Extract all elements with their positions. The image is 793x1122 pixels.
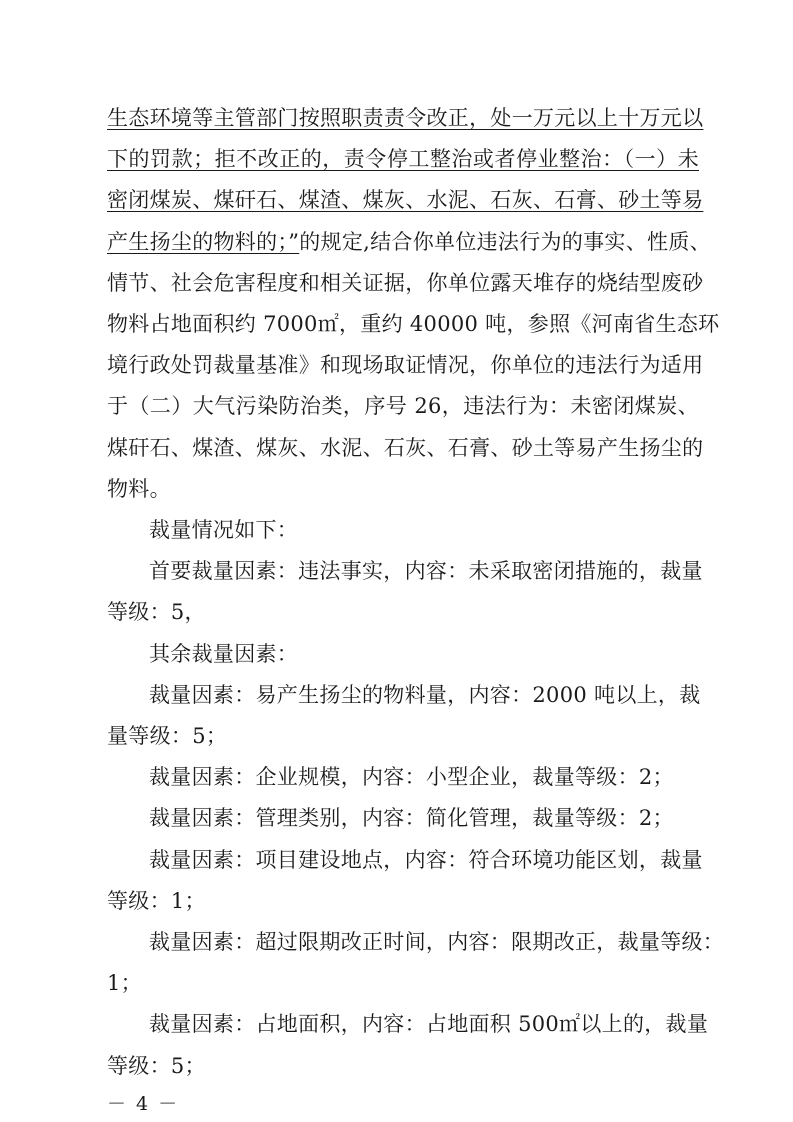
underlined-text: 下的罚款；拒不改正的，责令停工整治或者停业整治：（一）未 <box>107 147 699 172</box>
text-line: 裁量因素：管理类别，内容：简化管理，裁量等级：2； <box>149 806 674 831</box>
text-line: 裁量因素：企业规模，内容：小型企业，裁量等级：2； <box>149 765 674 790</box>
text-line: 等级：5， <box>107 600 206 625</box>
underlined-text: 生态环境等主管部门按照职责责令改正，处一万元以上十万元以 <box>107 106 704 130</box>
text-line: 量等级：5； <box>107 724 228 748</box>
text-line: 物料。 <box>107 476 171 501</box>
text-line: 1； <box>107 971 142 996</box>
text-line: 裁量因素：易产生扬尘的物料量，内容：2000 吨以上，裁 <box>149 682 701 707</box>
body-text: 的规定,结合你单位违法行为的事实、性质、 <box>299 229 711 254</box>
text-line <box>107 142 699 176</box>
underlined-text: 产生扬尘的物料的；” <box>107 229 300 254</box>
text-line <box>107 183 704 217</box>
text-line: 裁量情况如下： <box>149 518 299 542</box>
text-line: 裁量因素：项目建设地点，内容：符合环境功能区划，裁量 <box>149 847 703 872</box>
text-line: 物料占地面积约 7000㎡，重约 40000 吨，参照《河南省生态环 <box>107 312 720 336</box>
text-line: 情节、社会危害程度和相关证据，你单位露天堆存的烧结型废砂 <box>107 270 704 295</box>
text-line <box>107 101 704 135</box>
text-line: 境行政处罚裁量基准》和现场取证情况，你单位的违法行为适用 <box>107 353 704 378</box>
text-line: 裁量因素：超过限期改正时间，内容：限期改正，裁量等级： <box>149 930 725 954</box>
text-line: 于（二）大气污染防治类，序号 26，违法行为：未密闭煤炭、 <box>107 394 699 419</box>
text-line: 首要裁量因素：违法事实，内容：未采取密闭措施的，裁量 <box>149 559 703 584</box>
page-number: － 4 － <box>107 1092 180 1115</box>
underlined-text: 密闭煤炭、煤矸石、煤渣、煤灰、水泥、石灰、石膏、砂土等易 <box>107 188 704 213</box>
text-line <box>107 225 711 259</box>
text-line: 其余裁量因素： <box>149 641 299 666</box>
text-line: 煤矸石、煤渣、煤灰、水泥、石灰、石膏、砂土等易产生扬尘的 <box>107 435 704 460</box>
text-line: 裁量因素：占地面积，内容：占地面积 500㎡以上的，裁量 <box>149 1012 709 1037</box>
text-line: 等级：1； <box>107 888 206 913</box>
text-line: 等级：5； <box>107 1053 206 1078</box>
